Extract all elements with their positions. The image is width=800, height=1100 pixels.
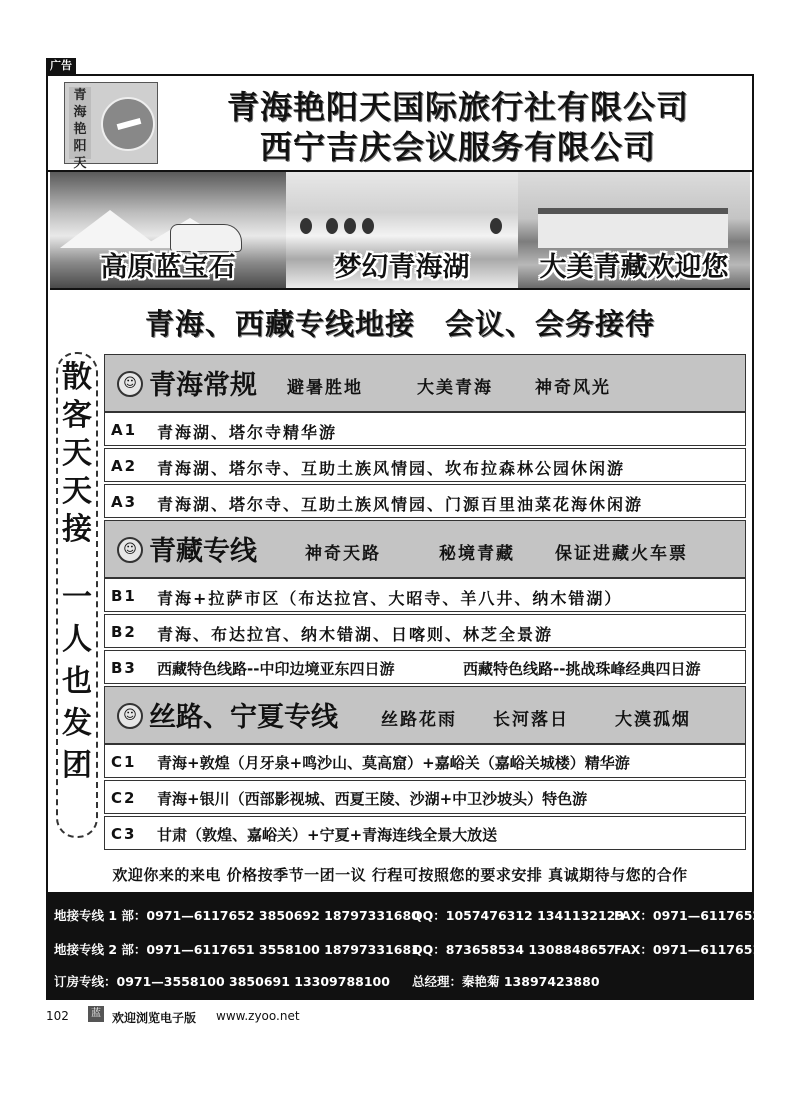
side-slogan-char: 天 xyxy=(62,436,92,471)
route-code: A3 xyxy=(111,493,138,511)
side-slogan-char: 散 xyxy=(62,360,92,395)
side-slogan-char: 一 xyxy=(62,580,92,615)
company-name-2: 西宁吉庆会议服务有限公司 xyxy=(259,128,656,166)
photo-strip xyxy=(50,172,750,290)
contact-qq: QQ：1057476312 1341132129 xyxy=(412,908,625,923)
route-text: 青海+拉萨市区（布达拉宫、大昭寺、羊八井、纳木错湖） xyxy=(157,589,623,608)
logo-text: 青海艳阳天 xyxy=(69,87,91,159)
page-footer xyxy=(46,1006,754,1026)
header xyxy=(48,76,752,172)
route-text: 青海+银川（西部影视城、西夏王陵、沙湖+中卫沙坡头）特色游 xyxy=(157,790,588,808)
photo-plateau-lake xyxy=(50,172,286,288)
side-slogan-char: 天 xyxy=(62,474,92,509)
route-row xyxy=(104,650,746,684)
route-code: A1 xyxy=(111,421,138,439)
route-text: 青海湖、塔尔寺、互助土族风情园、门源百里油菜花海休闲游 xyxy=(157,495,644,514)
category-tag: 大美青海 xyxy=(417,378,493,398)
footer-text: 欢迎浏览电子版 xyxy=(112,1011,197,1025)
page-number: 102 xyxy=(46,1009,69,1023)
smiley-icon: ☺ xyxy=(117,537,143,563)
route-row xyxy=(104,412,746,446)
company-logo xyxy=(64,82,158,171)
contact-qq: QQ：873658534 1308848657 xyxy=(412,942,616,957)
photo-caption: 高原蓝宝石 xyxy=(100,252,236,283)
category-tag: 保证进藏火车票 xyxy=(555,544,688,564)
category-qinghai-regular xyxy=(104,354,746,412)
welcome-message: 欢迎你来的来电 价格按季节一团一议 行程可按照您的要求安排 真诚期待与您的合作 xyxy=(112,866,688,884)
photo-caption: 大美青藏欢迎您 xyxy=(539,252,729,283)
route-row xyxy=(104,780,746,814)
route-text-secondary: 西藏特色线路--挑战珠峰经典四日游 xyxy=(463,660,701,678)
contact-phones: 地接专线 2 部：0971—6117651 3558100 18797331681 xyxy=(54,942,420,957)
route-code: B2 xyxy=(111,623,137,641)
route-text: 青海、布达拉宫、纳木错湖、日喀则、林芝全景游 xyxy=(157,625,554,644)
logo-emblem-icon xyxy=(101,97,155,151)
route-text: 青海湖、塔尔寺精华游 xyxy=(157,423,338,442)
category-tag: 避暑胜地 xyxy=(287,378,363,398)
side-slogan-char: 人 xyxy=(62,622,92,657)
side-slogan-char: 团 xyxy=(62,748,92,783)
category-tag: 丝路花雨 xyxy=(381,710,457,730)
side-slogan xyxy=(56,352,98,838)
category-tag: 秘境青藏 xyxy=(439,544,515,564)
contact-hotel: 订房专线：0971—3558100 3850691 13309788100 xyxy=(54,974,390,989)
service-slogan: 青海、西藏专线地接 会议、会务接待 xyxy=(144,307,655,341)
route-row xyxy=(104,484,746,518)
ad-label: 广告 xyxy=(46,58,76,74)
side-slogan-char: 客 xyxy=(62,398,92,433)
contact-fax: FAX：0971—6117651 xyxy=(614,942,762,957)
company-name-1: 青海艳阳天国际旅行社有限公司 xyxy=(226,88,689,126)
route-code: B1 xyxy=(111,587,137,605)
route-code: C2 xyxy=(111,789,137,807)
route-text: 青海+敦煌（月牙泉+鸣沙山、莫高窟）+嘉峪关（嘉峪关城楼）精华游 xyxy=(157,754,630,772)
route-code: B3 xyxy=(111,659,137,677)
side-slogan-char: 接 xyxy=(62,512,92,547)
category-tag: 长河落日 xyxy=(493,710,569,730)
category-title: 青藏专线 xyxy=(149,536,257,567)
route-text: 青海湖、塔尔寺、互助土族风情园、坎布拉森林公园休闲游 xyxy=(157,459,626,478)
photo-caption: 梦幻青海湖 xyxy=(334,252,470,283)
category-title: 丝路、宁夏专线 xyxy=(149,702,338,733)
category-tag: 神奇天路 xyxy=(305,544,381,564)
route-row xyxy=(104,744,746,778)
route-text: 西藏特色线路--中印边境亚东四日游 xyxy=(157,660,395,678)
contact-phones: 地接专线 1 部：0971—6117652 3850692 18797331680 xyxy=(54,908,420,923)
photo-qinghai-lake xyxy=(286,172,518,288)
route-row xyxy=(104,448,746,482)
advertisement-frame xyxy=(46,74,762,1000)
side-slogan-char: 发 xyxy=(62,706,92,741)
smiley-icon: ☺ xyxy=(117,371,143,397)
contact-panel xyxy=(48,892,762,998)
route-row xyxy=(104,578,746,612)
photo-potala-palace xyxy=(518,172,750,288)
contact-fax: FAX：0971—6117652 xyxy=(614,908,762,923)
route-code: C3 xyxy=(111,825,137,843)
side-slogan-char: 也 xyxy=(62,664,92,699)
category-qinghai-tibet xyxy=(104,520,746,578)
smiley-icon: ☺ xyxy=(117,703,143,729)
category-tag: 神奇风光 xyxy=(535,378,611,398)
category-silk-road-ningxia xyxy=(104,686,746,744)
route-code: C1 xyxy=(111,753,137,771)
category-tag: 大漠孤烟 xyxy=(615,710,691,730)
category-title: 青海常规 xyxy=(149,370,257,401)
contact-manager: 总经理：秦艳菊 13897423880 xyxy=(412,974,600,989)
route-row xyxy=(104,816,746,850)
palace-image xyxy=(538,208,728,248)
footer-website-link[interactable]: www.zyoo.net xyxy=(216,1009,300,1023)
route-code: A2 xyxy=(111,457,138,475)
magazine-logo-icon: 蓝 xyxy=(88,1006,104,1022)
route-text: 甘肃（敦煌、嘉峪关）+宁夏+青海连线全景大放送 xyxy=(157,826,498,844)
route-row xyxy=(104,614,746,648)
